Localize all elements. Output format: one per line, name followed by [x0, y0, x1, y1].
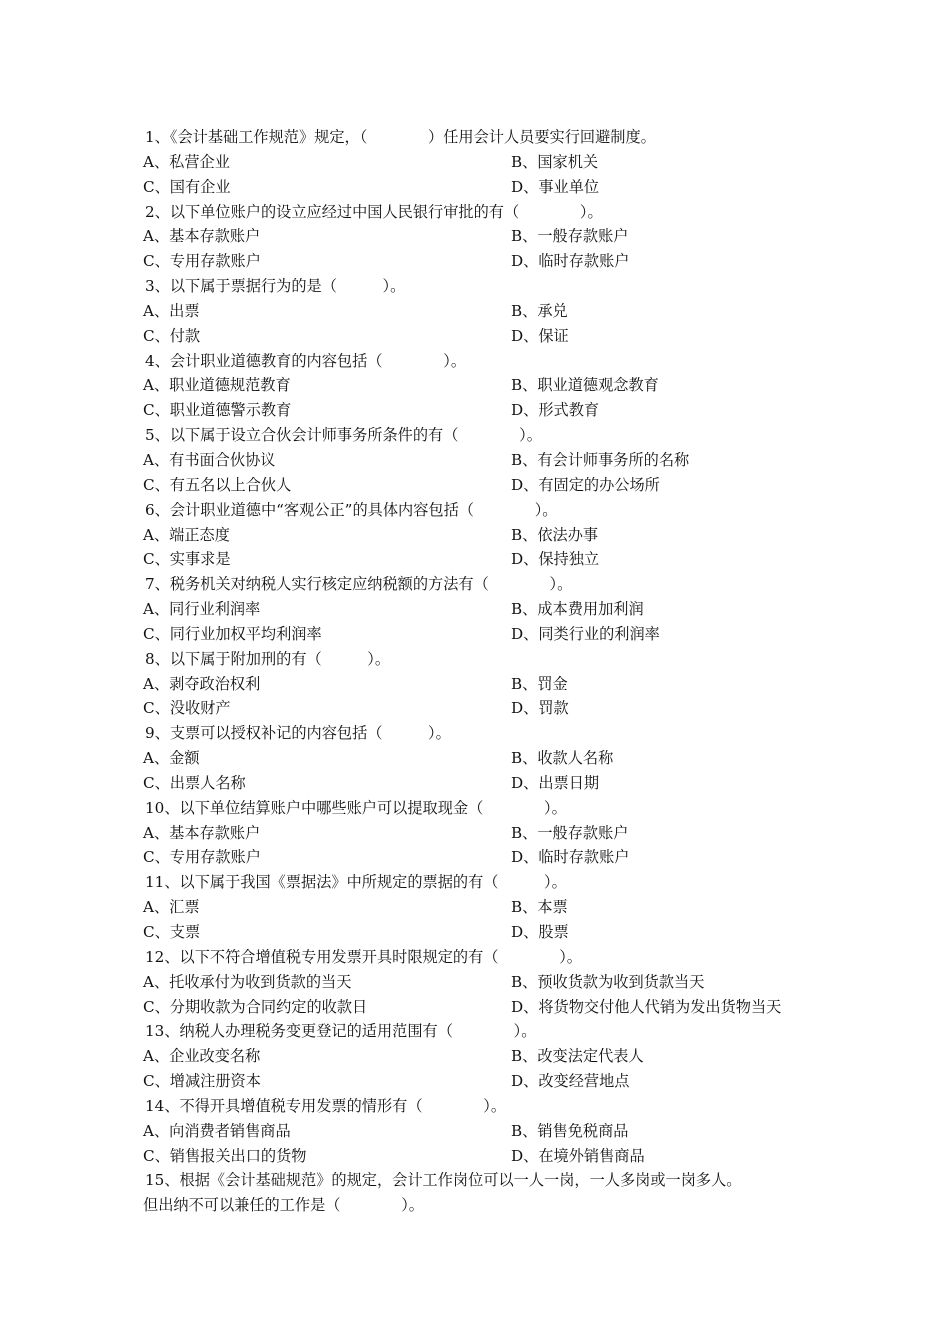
question-9-option-b: B、收款人名称 — [511, 749, 614, 768]
question-4-option-b: B、职业道德观念教育 — [511, 376, 659, 395]
question-10-options-row — [143, 821, 833, 846]
question-5-option-c: C、有五名以上合伙人 — [143, 475, 292, 494]
question-12-option-b: B、预收货款为收到货款当天 — [511, 972, 705, 991]
question-11-option-b: B、本票 — [511, 898, 568, 917]
question-8-option-b: B、罚金 — [511, 674, 568, 693]
question-9-text: 9、支票可以授权补记的内容包括（ ）。 — [145, 724, 451, 743]
question-12-text: 12、以下不符合增值税专用发票开具时限规定的有（ ）。 — [145, 947, 582, 966]
question-12-option-c: C、分期收款为合同约定的收款日 — [143, 997, 368, 1016]
question-2-options-row — [143, 224, 833, 249]
question-13-option-a: A、企业改变名称 — [143, 1047, 261, 1066]
question-10-option-c: C、专用存款账户 — [143, 848, 261, 867]
question-2-option-b: B、一般存款账户 — [511, 227, 629, 246]
question-9-options-row — [143, 771, 833, 796]
question-11-options-row — [143, 895, 833, 920]
question-10-text: 10、以下单位结算账户中哪些账户可以提取现金（ ）。 — [145, 798, 567, 817]
question-13-options-row — [143, 1069, 833, 1094]
question-6-option-a: A、端正态度 — [143, 525, 230, 544]
question-7-option-d: D、同类行业的利润率 — [511, 624, 660, 643]
question-9-option-c: C、出票人名称 — [143, 773, 246, 792]
question-12-option-a: A、托收承付为收到货款的当天 — [143, 972, 352, 991]
question-1-option-c: C、国有企业 — [143, 177, 231, 196]
question-3-options-row — [143, 324, 833, 349]
question-10-option-d: D、临时存款账户 — [511, 848, 630, 867]
question-4-options-row — [143, 373, 833, 398]
question-8-text: 8、以下属于附加刑的有（ ）。 — [145, 649, 391, 668]
question-7-text: 7、税务机关对纳税人实行核定应纳税额的方法有（ ）。 — [145, 575, 573, 594]
question-5-options-row — [143, 448, 833, 473]
question-6-options-row — [143, 547, 833, 572]
question-5-option-a: A、有书面合伙协议 — [143, 450, 276, 469]
question-13-option-d: D、改变经营地点 — [511, 1072, 630, 1091]
question-1-option-b: B、国家机关 — [511, 152, 599, 171]
question-13-option-c: C、增减注册资本 — [143, 1072, 261, 1091]
question-14-option-a: A、向消费者销售商品 — [143, 1121, 291, 1140]
question-2-option-a: A、基本存款账户 — [143, 227, 261, 246]
question-3-option-d: D、保证 — [511, 326, 569, 345]
question-1-options-row — [143, 150, 833, 175]
question-13-option-b: B、改变法定代表人 — [511, 1047, 644, 1066]
question-12-options-row — [143, 970, 833, 995]
question-8-options-row — [143, 672, 833, 697]
question-2-text: 2、以下单位账户的设立应经过中国人民银行审批的有（ ）。 — [145, 202, 603, 221]
question-11-option-c: C、支票 — [143, 923, 201, 941]
question-13-text: 13、纳税人办理税务变更登记的适用范围有（ ）。 — [145, 1022, 537, 1041]
question-12-options-row — [143, 995, 833, 1020]
question-5-options-row — [143, 473, 833, 498]
question-12-option-d: D、将货物交付他人代销为发出货物当天 — [511, 997, 782, 1016]
question-7-option-b: B、成本费用加利润 — [511, 600, 644, 619]
question-14-text: 14、不得开具增值税专用发票的情形有（ ）。 — [145, 1096, 507, 1115]
question-7-options-row — [143, 597, 833, 622]
question-9-options-row — [143, 746, 833, 771]
question-11-option-a: A、汇票 — [143, 898, 200, 917]
question-8-option-a: A、剥夺政治权利 — [143, 674, 261, 693]
question-3-option-b: B、承兑 — [511, 301, 568, 320]
question-3-text: 3、以下属于票据行为的是（ ）。 — [145, 277, 406, 296]
question-15-continuation: 但出纳不可以兼任的工作是（ ）。 — [143, 1196, 424, 1215]
question-6-options-row — [143, 523, 833, 548]
question-8-option-d: D、罚款 — [511, 699, 569, 718]
question-7-options-row — [143, 622, 833, 647]
question-4-option-c: C、职业道德警示教育 — [143, 401, 292, 420]
question-2-option-c: C、专用存款账户 — [143, 252, 261, 271]
question-10-option-b: B、一般存款账户 — [511, 823, 629, 842]
question-10-options-row — [143, 845, 833, 870]
question-3-options-row — [143, 299, 833, 324]
question-6-option-c: C、实事求是 — [143, 550, 231, 569]
question-list — [143, 125, 833, 1218]
question-5-text: 5、以下属于设立合伙会计师事务所条件的有（ ）。 — [145, 426, 542, 445]
question-4-option-a: A、职业道德规范教育 — [143, 376, 291, 395]
question-11-options-row — [143, 920, 833, 945]
question-5-option-d: D、有固定的办公场所 — [511, 475, 660, 494]
question-9-option-d: D、出票日期 — [511, 773, 600, 792]
question-5-option-b: B、有会计师事务所的名称 — [511, 450, 690, 469]
question-4-text: 4、会计职业道德教育的内容包括（ ）。 — [145, 351, 467, 370]
question-6-option-d: D、保持独立 — [511, 550, 600, 569]
question-8-options-row — [143, 696, 833, 721]
question-14-option-b: B、销售免税商品 — [511, 1121, 629, 1140]
question-14-option-d: D、在境外销售商品 — [511, 1146, 645, 1165]
question-7-option-c: C、同行业加权平均利润率 — [143, 624, 322, 643]
question-14-options-row — [143, 1119, 833, 1144]
question-4-options-row — [143, 398, 833, 423]
question-6-text: 6、会计职业道德中“客观公正”的具体内容包括（ ）。 — [145, 500, 558, 519]
question-2-option-d: D、临时存款账户 — [511, 252, 630, 271]
question-1-option-d: D、事业单位 — [511, 177, 600, 196]
question-1-option-a: A、私营企业 — [143, 152, 230, 171]
question-1-options-row — [143, 175, 833, 200]
question-10-option-a: A、基本存款账户 — [143, 823, 261, 842]
question-1-text: 1、《会计基础工作规范》规定，（ ）任用会计人员要实行回避制度。 — [145, 128, 656, 146]
question-3-option-a: A、出票 — [143, 301, 200, 320]
question-15-text: 15、根据《会计基础规范》的规定，会计工作岗位可以一人一岗，一人多岗或一岗多人。 — [145, 1171, 742, 1190]
question-9-option-a: A、金额 — [143, 749, 200, 768]
question-4-option-d: D、形式教育 — [511, 401, 600, 420]
question-13-options-row — [143, 1044, 833, 1069]
question-14-option-c: C、销售报关出口的货物 — [143, 1146, 307, 1165]
question-8-option-c: C、没收财产 — [143, 699, 231, 718]
question-2-options-row — [143, 249, 833, 274]
question-11-option-d: D、股票 — [511, 923, 569, 941]
question-7-option-a: A、同行业利润率 — [143, 600, 261, 619]
question-6-option-b: B、依法办事 — [511, 525, 599, 544]
question-11-text: 11、以下属于我国《票据法》中所规定的票据的有（ ）。 — [145, 873, 567, 892]
question-3-option-c: C、付款 — [143, 326, 201, 345]
question-14-options-row — [143, 1144, 833, 1169]
